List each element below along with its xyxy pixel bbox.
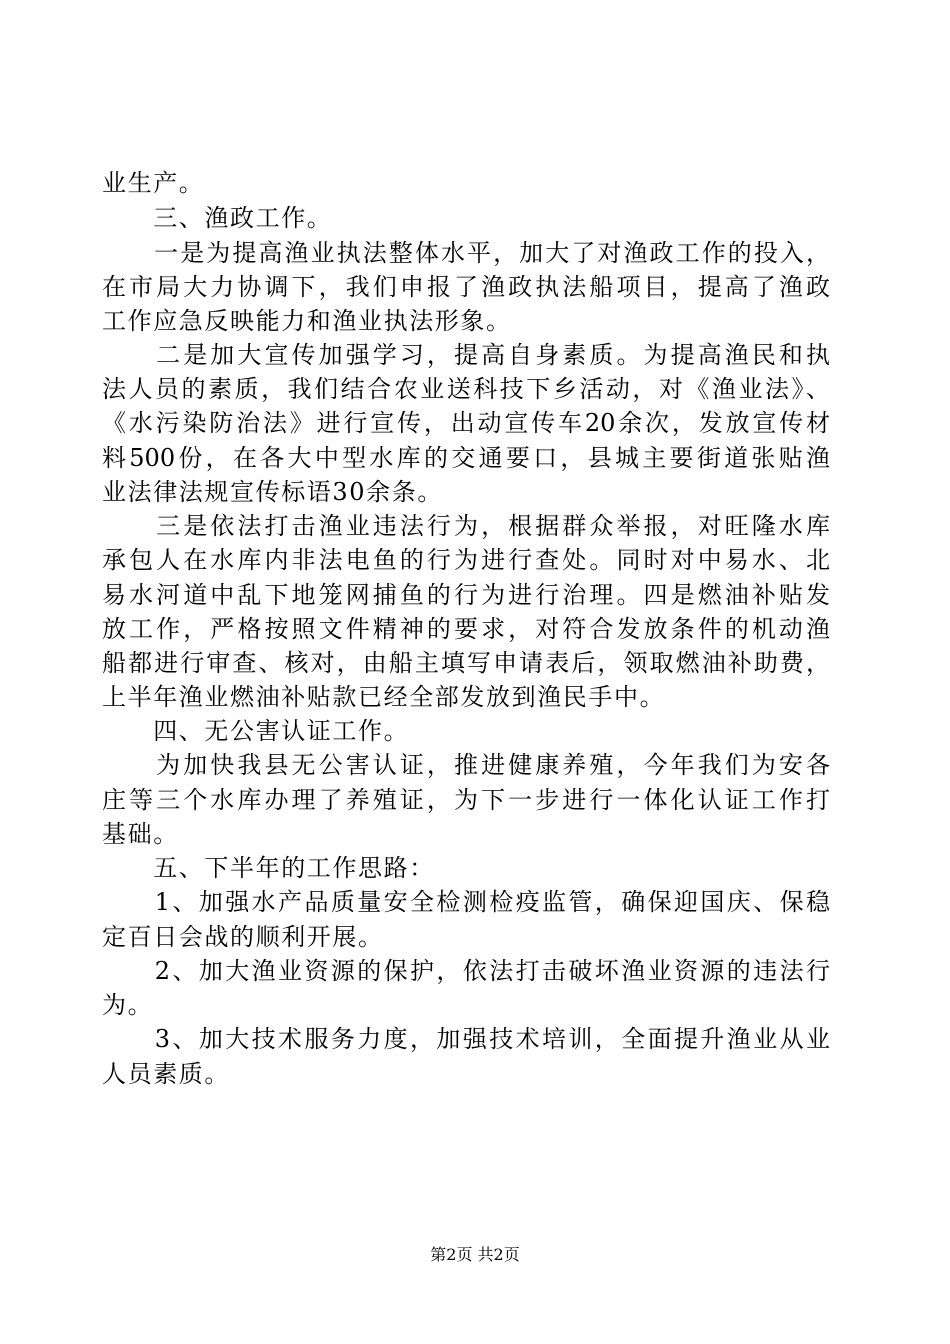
text-line: 料500份，在各大中型水库的交通要口，县城主要街道张贴渔	[102, 444, 830, 472]
text-line: 3、加大技术服务力度，加强技术培训，全面提升渔业从业	[102, 1025, 830, 1053]
section-heading: 三、渔政工作。	[102, 204, 333, 232]
section-heading: 四、无公害认证工作。	[102, 717, 410, 745]
text-line: 一是为提高渔业执法整体水平，加大了对渔政工作的投入，	[102, 239, 830, 267]
text-line: 二是加大宣传加强学习，提高自身素质。为提高渔民和执	[102, 341, 830, 369]
page-number-footer: 第2页 共2页	[430, 1245, 520, 1264]
text-line: 为。	[102, 991, 154, 1019]
text-line: 放工作，严格按照文件精神的要求，对符合发放条件的机动渔	[102, 615, 830, 643]
text-line: 船都进行审查、核对，由船主填写申请表后，领取燃油补助费，	[102, 649, 830, 677]
text-line: 2、加大渔业资源的保护，依法打击破坏渔业资源的违法行	[102, 957, 830, 985]
text-line: 易水河道中乱下地笼网捕鱼的行为进行治理。四是燃油补贴发	[102, 581, 830, 609]
section-heading: 五、下半年的工作思路：	[102, 854, 435, 882]
text-line: 承包人在水库内非法电鱼的行为进行查处。同时对中易水、北	[102, 546, 830, 574]
text-line: 工作应急反映能力和渔业执法形象。	[102, 307, 512, 335]
text-line: 庄等三个水库办理了养殖证，为下一步进行一体化认证工作打	[102, 786, 830, 814]
text-line: 为加快我县无公害认证，推进健康养殖，今年我们为安各	[102, 751, 830, 779]
text-line: 人员素质。	[102, 1060, 230, 1088]
text-line: 上半年渔业燃油补贴款已经全部发放到渔民手中。	[102, 683, 666, 711]
text-line: 定百日会战的顺利开展。	[102, 923, 384, 951]
text-line: 三是依法打击渔业违法行为，根据群众举报，对旺隆水库	[102, 512, 830, 540]
text-line: 业法律法规宣传标语30余条。	[102, 478, 443, 506]
text-line: 在市局大力协调下，我们申报了渔政执法船项目，提高了渔政	[102, 273, 830, 301]
text-line: 基础。	[102, 820, 179, 848]
text-line: 法人员的素质，我们结合农业送科技下乡活动，对《渔业法》、	[102, 375, 830, 403]
text-line: 业生产。	[102, 169, 205, 197]
text-line: 《水污染防治法》进行宣传，出动宣传车20余次，发放宣传材	[102, 409, 830, 437]
text-line: 1、加强水产品质量安全检测检疫监管，确保迎国庆、保稳	[102, 888, 830, 916]
